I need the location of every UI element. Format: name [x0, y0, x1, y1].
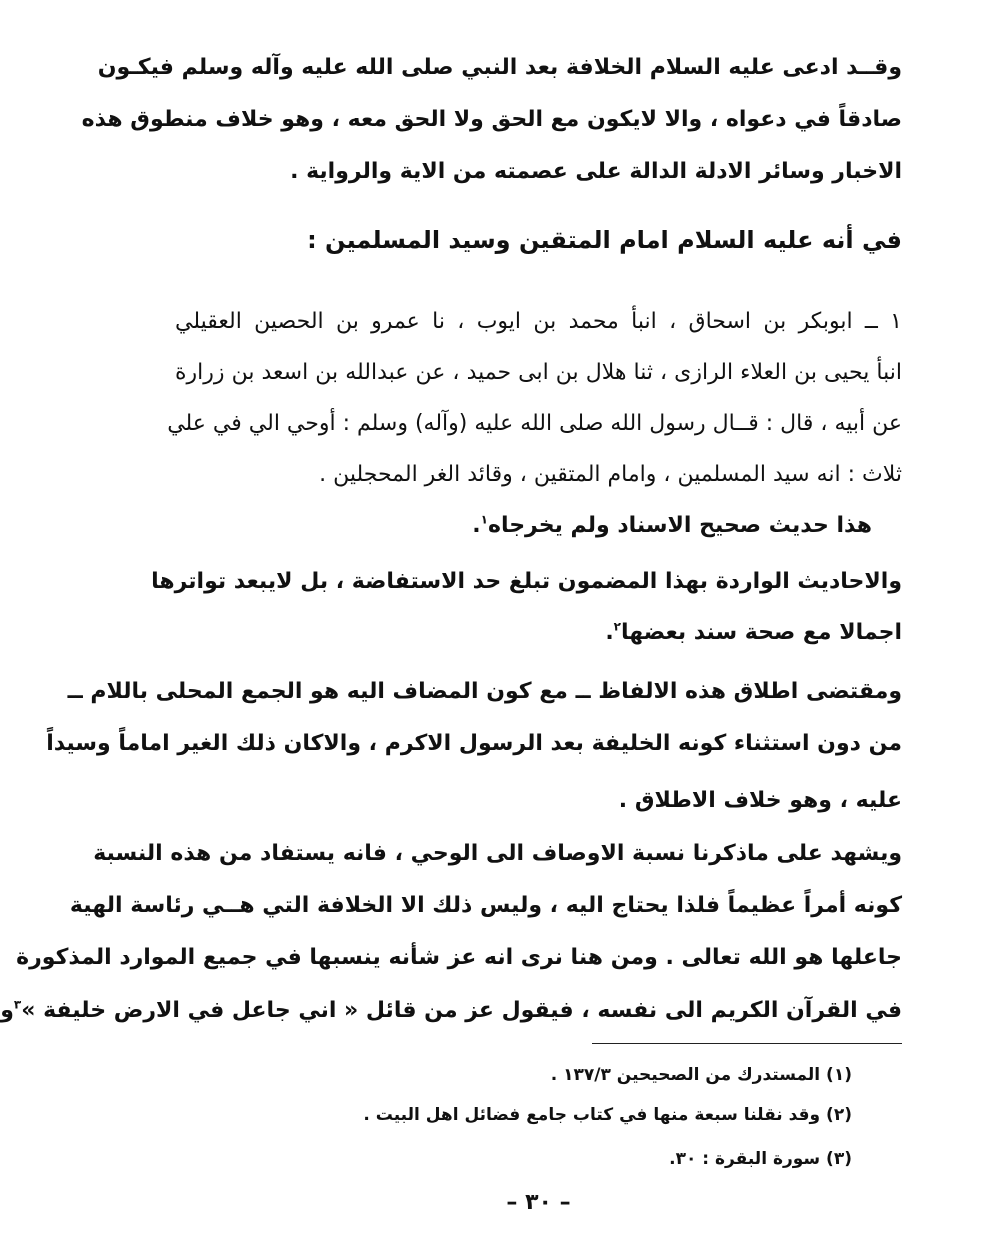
- text-line: الاخبار وسائر الادلة الدالة على عصمته من الاية والرواية .: [290, 159, 902, 184]
- text-line: ويشهد على ماذكرنا نسبة الاوصاف الى الوحي ، فانه يستفاد من هذه النسبة: [93, 841, 902, 866]
- text-span: اجمالا مع صحة سند بعضها: [621, 620, 902, 645]
- text-line: كونه أمراً عظيماً فلذا يحتاج اليه ، وليس ذلك الا الخلافة التي هــي رئاسة الهية: [69, 893, 902, 918]
- text-line: هذا حديث صحيح الاسناد ولم يخرجاه$^١$.: [472, 512, 872, 538]
- text-line: عليه ، وهو خلاف الاطلاق .: [618, 788, 902, 813]
- text-line: عن أبيه ، قال : قــال رسول الله صلى الله عليه (وآله) وسلم : أوحي الي في علي: [167, 411, 902, 436]
- text-line: والاحاديث الواردة بهذا المضمون تبلغ حد الاستفاضة ، بل لايبعد تواترها: [151, 569, 902, 594]
- footnote: (٣) سورة البقرة : ٣٠.: [669, 1149, 852, 1169]
- text-line: وقــد ادعى عليه السلام الخلافة بعد النبي صلى الله عليه وآله وسلم فيكـون: [97, 55, 902, 80]
- text-line: من دون استثناء كونه الخليفة بعد الرسول الاكرم ، والاكان ذلك الغير اماماً وسيداً: [46, 731, 902, 756]
- footnote: (٢) وقد نقلنا سبعة منها في كتاب جامع فضائل اهل البيت .: [363, 1105, 852, 1125]
- text-line: ومقتضى اطلاق هذه الالفاظ ــ مع كون المضاف اليه هو الجمع المحلى باللام ــ: [67, 679, 902, 704]
- footnote-divider: [592, 1043, 902, 1044]
- text-line: انبأ يحيى بن العلاء الرازى ، ثنا هلال بن ابى حميد ، عن عبدالله بن اسعد بن زرارة: [175, 360, 902, 385]
- page-number: – ٣٠ –: [506, 1190, 571, 1215]
- footnote-ref: ١: [480, 512, 488, 527]
- footnote: (١) المستدرك من الصحيحين ١٣٧/٣ .: [550, 1065, 852, 1085]
- footnote-ref: ٢: [613, 619, 621, 634]
- text-line: [0, 985, 902, 1037]
- sahih-text: هذا حديث صحيح الاسناد ولم يخرجاه: [487, 513, 872, 538]
- text-span: و: [0, 998, 14, 1023]
- text-line: صادقاً في دعواه ، والا لايكون مع الحق ولا الحق معه ، وهو خلاف منطوق هذه: [81, 107, 902, 132]
- text-line: ١ ــ ابوبكر بن اسحاق ، انبأ محمد بن ايوب ، نا عمرو بن الحصين العقيلي: [175, 309, 902, 334]
- footnote-ref: ٣: [13, 997, 22, 1012]
- text-line: اجمالا مع صحة سند بعضها$^٢$.: [605, 619, 902, 645]
- section-heading: في أنه عليه السلام امام المتقين وسيد المسلمين :: [307, 226, 902, 254]
- text-span: في القرآن الكريم الى نفسه ، فيقول عز من قائل « اني جاعل في الارض خليفة »: [21, 998, 902, 1023]
- text-line: ثلاث : انه سيد المسلمين ، وامام المتقين ، وقائد الغر المحجلين .: [319, 462, 902, 487]
- text-line: جاعلها هو الله تعالى . ومن هنا نرى انه عز شأنه ينسبها في جميع الموارد المذكورة: [16, 945, 902, 970]
